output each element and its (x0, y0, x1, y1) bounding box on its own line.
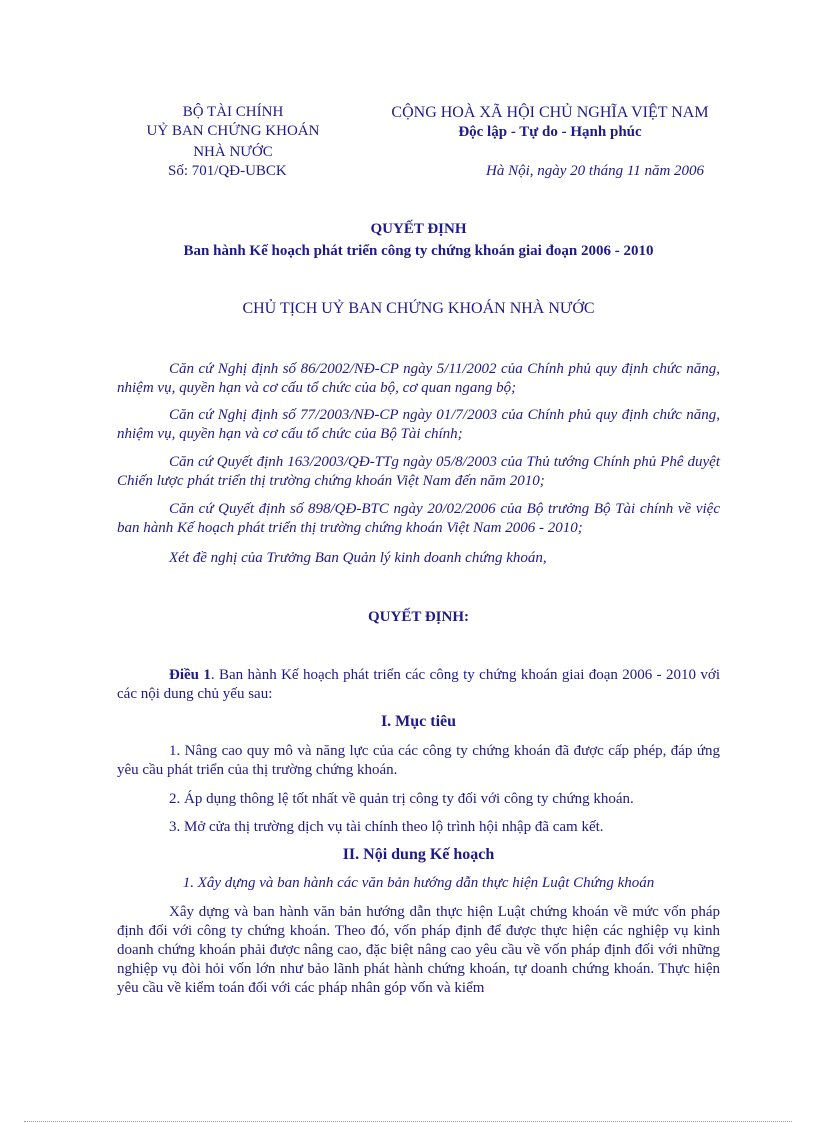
preamble-item: Xét đề nghị của Trưởng Ban Quản lý kinh doanh chứng khoán, (169, 550, 547, 566)
section-2-heading: II. Nội dung Kế hoạch (342, 846, 495, 863)
section-2-body: Xây dựng và ban hành văn bản hướng dẫn thực hiện Luật chứng khoán về mức vốn pháp định đối với công ty chứng khoán. Theo đó, vốn pháp định để được thực hiện các nghiệp vụ kinh doanh chứng khoán phải được nâng cao, đặc biệt nâng cao yêu cầu về vốn pháp định đối với những nghiệp vụ đòi hỏi vốn lớn như bảo lãnh phát hành chứng khoán, tự doanh chứng khoán. Thực hiện yêu cầu về kiểm toán đối với các pháp nhân góp vốn và kiểm (117, 904, 720, 996)
document-title: QUYẾT ĐỊNH (370, 221, 467, 237)
section-1-heading: I. Mục tiêu (380, 713, 457, 730)
preamble-item: Căn cứ Nghị định số 86/2002/NĐ-CP ngày 5/11/2002 của Chính phủ quy định chức năng, nhiệm vụ, quyền hạn và cơ cấu tổ chức của bộ, cơ quan ngang bộ; (117, 361, 720, 396)
decision-heading: QUYẾT ĐỊNH: (368, 609, 469, 625)
document-subtitle: Ban hành Kế hoạch phát triển công ty chứng khoán giai đoạn 2006 - 2010 (183, 243, 654, 259)
document-number: Số: 701/QĐ-UBCK (168, 163, 287, 179)
objective-item: 1. Nâng cao quy mô và năng lực của các công ty chứng khoán đã được cấp phép, đáp ứng yêu cầu phát triển của thị trường chứng khoán. (117, 743, 720, 778)
article-1-text: . Ban hành Kế hoạch phát triển các công ty chứng khoán giai đoạn 2006 - 2010 với các nội dung chủ yếu sau: (117, 667, 721, 702)
objective-item: 3. Mở cửa thị trường dịch vụ tài chính theo lộ trình hội nhập đã cam kết. (169, 819, 604, 835)
page-bottom-divider (24, 1121, 792, 1122)
ministry-name: BỘ TÀI CHÍNH (182, 104, 284, 120)
issue-date: Hà Nội, ngày 20 tháng 11 năm 2006 (486, 163, 705, 179)
preamble-item: Căn cứ Quyết định số 898/QĐ-BTC ngày 20/02/2006 của Bộ trưởng Bộ Tài chính về việc ban hành Kế hoạch phát triển thị trường chứng khoán Việt Nam 2006 - 2010; (117, 501, 720, 536)
issuing-authority: CHỦ TỊCH UỶ BAN CHỨNG KHOÁN NHÀ NƯỚC (242, 300, 595, 317)
national-motto: Độc lập - Tự do - Hạnh phúc (458, 124, 642, 140)
country-name: CỘNG HOÀ XÃ HỘI CHỦ NGHĨA VIỆT NAM (391, 104, 709, 121)
agency-name-line2: NHÀ NƯỚC (193, 144, 273, 160)
article-1-label: Điều 1 (169, 667, 211, 683)
objective-item: 2. Áp dụng thông lệ tốt nhất về quản trị công ty đối với công ty chứng khoán. (169, 791, 634, 807)
agency-name-line1: UỶ BAN CHỨNG KHOÁN (146, 123, 320, 139)
preamble-item: Căn cứ Quyết định 163/2003/QĐ-TTg ngày 05/8/2003 của Thủ tướng Chính phủ Phê duyệt Chiến lược phát triển thị trường chứng khoán Việt Nam đến năm 2010; (117, 454, 720, 489)
section-2-subheading: 1. Xây dựng và ban hành các văn bản hướng dẫn thực hiện Luật Chứng khoán (182, 875, 655, 891)
article-1 (117, 666, 720, 704)
preamble-item: Căn cứ Nghị định số 77/2003/NĐ-CP ngày 01/7/2003 của Chính phủ quy định chức năng, nhiệm vụ, quyền hạn và cơ cấu tổ chức của Bộ Tài chính; (117, 407, 720, 442)
